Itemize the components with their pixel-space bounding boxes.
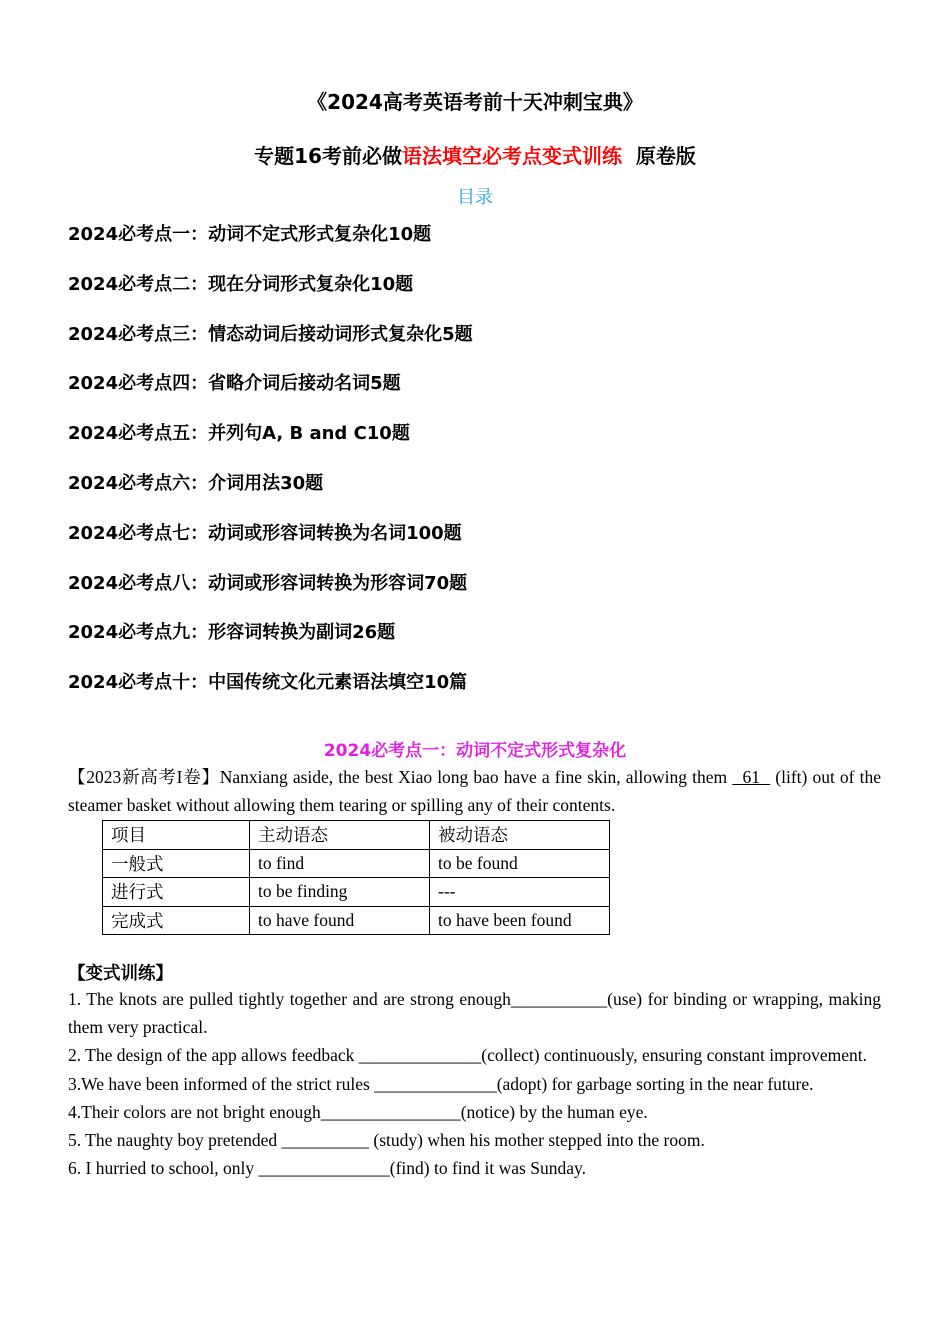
toc-item: 2024必考点四：省略介词后接动名词5题 bbox=[68, 373, 401, 395]
subtitle-prefix: 专题16考前必做 bbox=[254, 144, 402, 168]
toc-item: 2024必考点十：中国传统文化元素语法填空10篇 bbox=[68, 672, 468, 694]
table-cell: to find bbox=[250, 849, 430, 878]
toc-heading: 目录 bbox=[457, 187, 493, 208]
table-cell: to be found bbox=[430, 849, 610, 878]
exercise-item: 6. I hurried to school, only _______________(find) to find it was Sunday. bbox=[68, 1158, 586, 1179]
table-header-row bbox=[103, 821, 610, 850]
table-cell: 完成式 bbox=[103, 906, 250, 935]
toc-item: 2024必考点三：情态动词后接动词形式复杂化5题 bbox=[68, 323, 473, 345]
exercise-item: 1. The knots are pulled tightly together and are strong enough___________(use) for binding or wrapping, making them very practical. bbox=[68, 989, 881, 1038]
table-row bbox=[103, 906, 610, 935]
exercise-item: 3.We have been informed of the strict rules ______________(adopt) for garbage sorting in the near future. bbox=[68, 1073, 814, 1094]
table-of-contents bbox=[68, 222, 473, 720]
exercise-item: 2. The design of the app allows feedback ______________(collect) continuously, ensuring constant improvement. bbox=[68, 1045, 867, 1066]
table-cell: to be finding bbox=[250, 878, 430, 907]
table-header-cell: 项目 bbox=[103, 821, 250, 850]
table-cell: --- bbox=[430, 878, 610, 907]
table-row bbox=[103, 878, 610, 907]
toc-item: 2024必考点五：并列句A, B and C10题 bbox=[68, 423, 410, 445]
table-header-cell: 主动语态 bbox=[250, 821, 430, 850]
table-cell: 一般式 bbox=[103, 849, 250, 878]
drill-heading: 【变式训练】 bbox=[68, 964, 173, 984]
table-header-cell: 被动语态 bbox=[430, 821, 610, 850]
document-subtitle bbox=[0, 140, 950, 169]
document-title: 《2024高考英语考前十天冲刺宝典》 bbox=[307, 90, 643, 114]
toc-item: 2024必考点八：动词或形容词转换为形容词70题 bbox=[68, 572, 468, 594]
subtitle-suffix: 原卷版 bbox=[635, 144, 696, 168]
example-sentence: 【2023新高考I卷】Nanxiang aside, the best Xiao long bao have a fine skin, allowing them 61 (lift) out of the steamer basket without allowing them tearing or spilling any of their contents. bbox=[68, 767, 881, 816]
table-cell: to have been found bbox=[430, 906, 610, 935]
toc-item: 2024必考点七：动词或形容词转换为名词100题 bbox=[68, 522, 462, 544]
table-row bbox=[103, 849, 610, 878]
infinitive-forms-table bbox=[102, 820, 610, 935]
section-title: 2024必考点一：动词不定式形式复杂化 bbox=[323, 741, 627, 761]
table-cell: 进行式 bbox=[103, 878, 250, 907]
table-cell: to have found bbox=[250, 906, 430, 935]
toc-item: 2024必考点二：现在分词形式复杂化10题 bbox=[68, 273, 414, 295]
toc-item: 2024必考点九：形容词转换为副词26题 bbox=[68, 622, 396, 644]
toc-item: 2024必考点六：介词用法30题 bbox=[68, 472, 324, 494]
answer-blank: 61 bbox=[732, 767, 771, 787]
subtitle-highlight: 语法填空必考点变式训练 bbox=[401, 144, 622, 168]
exercise-list bbox=[68, 985, 881, 1182]
exercise-item: 4.Their colors are not bright enough________________(notice) by the human eye. bbox=[68, 1101, 648, 1122]
toc-item: 2024必考点一：动词不定式形式复杂化10题 bbox=[68, 224, 432, 245]
exercise-item: 5. The naughty boy pretended __________ (study) when his mother stepped into the room. bbox=[68, 1130, 705, 1151]
